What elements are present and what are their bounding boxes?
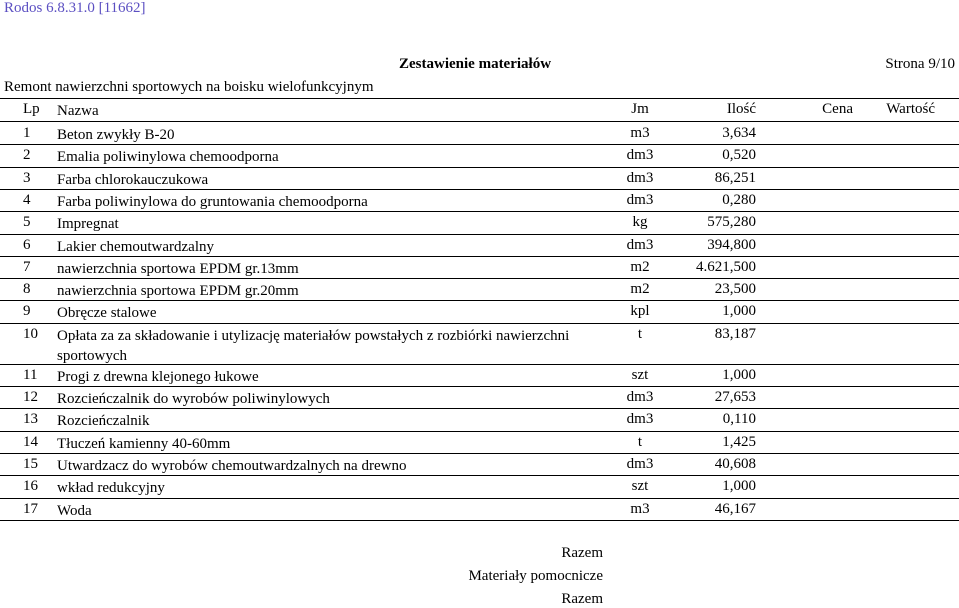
row-lp: 15 xyxy=(23,455,38,472)
row-name: Utwardzacz do wyrobów chemoutwardzalnych na drewno xyxy=(57,457,407,474)
row-lp: 4 xyxy=(23,191,31,208)
app-title: Rodos 6.8.31.0 [11662] xyxy=(4,0,146,16)
row-lp: 17 xyxy=(23,500,38,517)
row-name: Rozcieńczalnik xyxy=(57,413,150,430)
row-rule xyxy=(0,189,959,190)
row-name: nawierzchnia sportowa EPDM gr.20mm xyxy=(57,283,299,300)
row-lp: 3 xyxy=(23,169,31,186)
row-name: Beton zwykły B-20 xyxy=(57,127,175,143)
document-title: Zestawienie materiałów xyxy=(399,56,552,72)
row-lp: 6 xyxy=(23,236,31,253)
row-unit: dm3 xyxy=(626,411,654,428)
row-qty: 0,280 xyxy=(722,191,756,208)
row-unit: szt xyxy=(631,366,649,383)
header-top-rule xyxy=(0,98,959,99)
row-unit: dm3 xyxy=(626,147,654,164)
column-header-value: Wartość xyxy=(886,101,935,117)
row-name: Farba chlorokauczukowa xyxy=(57,171,209,188)
row-unit: dm3 xyxy=(626,191,654,208)
row-rule xyxy=(0,300,959,301)
column-header-lp: Lp xyxy=(23,101,40,117)
row-rule xyxy=(0,234,959,235)
row-lp: 14 xyxy=(23,433,38,450)
row-qty: 394,800 xyxy=(707,236,756,253)
row-name: Rozcieńczalnik do wyrobów poliwinylowych xyxy=(57,391,330,407)
page-number: Strona 9/10 xyxy=(885,56,955,72)
row-qty: 0,110 xyxy=(722,411,756,428)
summary-label: Razem xyxy=(561,591,603,607)
row-lp: 8 xyxy=(23,281,31,298)
row-qty: 0,520 xyxy=(722,147,756,164)
row-unit: dm3 xyxy=(626,236,654,253)
row-unit: t xyxy=(637,433,643,450)
row-qty: 23,500 xyxy=(714,281,756,298)
row-unit: kpl xyxy=(630,303,650,320)
row-rule xyxy=(0,498,959,499)
row-qty: 575,280 xyxy=(707,214,756,231)
row-name: Farba poliwinylowa do gruntowania chemoodporna xyxy=(57,193,368,210)
row-unit: m2 xyxy=(630,258,650,275)
row-name: nawierzchnia sportowa EPDM gr.13mm xyxy=(57,260,299,277)
row-qty: 1,000 xyxy=(722,478,756,495)
row-unit: m2 xyxy=(630,281,650,298)
column-header-price: Cena xyxy=(822,101,853,117)
row-qty: 3,634 xyxy=(722,125,756,141)
row-lp: 16 xyxy=(23,478,38,495)
row-lp: 9 xyxy=(23,303,31,320)
row-name: Impregnat xyxy=(57,216,119,233)
row-rule xyxy=(0,453,959,454)
row-name: Opłata za za składowanie i utylizację materiałów powstałych z rozbiórki nawierzchni sportowych xyxy=(57,327,570,364)
column-header-qty: Ilość xyxy=(726,101,756,117)
row-unit: m3 xyxy=(630,125,650,141)
row-rule xyxy=(0,364,959,365)
row-rule xyxy=(0,144,959,145)
row-name: Lakier chemoutwardzalny xyxy=(57,238,215,255)
row-rule xyxy=(0,167,959,168)
column-header-name: Nazwa xyxy=(57,103,99,119)
row-rule xyxy=(0,278,959,279)
project-name: Remont nawierzchni sportowych na boisku wielofunkcyjnym xyxy=(4,79,374,95)
row-lp: 1 xyxy=(23,125,31,141)
row-unit: dm3 xyxy=(626,455,654,472)
row-name: Tłuczeń kamienny 40-60mm xyxy=(57,435,231,452)
row-unit: szt xyxy=(631,478,649,495)
row-qty: 4.621,500 xyxy=(696,258,756,275)
header-bottom-rule xyxy=(0,121,959,122)
row-unit: kg xyxy=(632,214,648,231)
row-lp: 2 xyxy=(23,147,31,164)
row-qty: 27,653 xyxy=(714,389,756,405)
summary-label: Razem xyxy=(561,545,603,561)
row-qty: 46,167 xyxy=(714,500,756,517)
row-qty: 40,608 xyxy=(714,455,756,472)
row-qty: 1,000 xyxy=(722,366,756,383)
row-lp: 10 xyxy=(23,325,38,342)
row-qty: 83,187 xyxy=(714,325,756,342)
row-qty: 1,425 xyxy=(722,433,756,450)
row-lp: 12 xyxy=(23,389,38,405)
row-rule xyxy=(0,386,959,387)
row-lp: 7 xyxy=(23,258,31,275)
row-rule xyxy=(0,323,959,324)
row-rule xyxy=(0,431,959,432)
row-unit: dm3 xyxy=(626,169,654,186)
row-lp: 5 xyxy=(23,214,31,231)
row-rule xyxy=(0,256,959,257)
column-header-unit: Jm xyxy=(631,101,649,117)
row-rule xyxy=(0,520,959,521)
row-unit: t xyxy=(637,325,643,342)
row-lp: 13 xyxy=(23,411,38,428)
summary-label: Materiały pomocnicze xyxy=(468,568,603,584)
row-name: Obręcze stalowe xyxy=(57,305,157,322)
row-name: Emalia poliwinylowa chemoodporna xyxy=(57,149,279,166)
row-name: Woda xyxy=(57,502,92,519)
row-unit: dm3 xyxy=(626,389,654,405)
row-rule xyxy=(0,211,959,212)
row-name: Progi z drewna klejonego łukowe xyxy=(57,368,259,385)
row-name: wkład redukcyjny xyxy=(57,480,165,497)
row-unit: m3 xyxy=(630,500,650,517)
row-rule xyxy=(0,475,959,476)
row-qty: 86,251 xyxy=(714,169,756,186)
row-lp: 11 xyxy=(23,366,38,383)
row-rule xyxy=(0,408,959,409)
row-qty: 1,000 xyxy=(722,303,756,320)
